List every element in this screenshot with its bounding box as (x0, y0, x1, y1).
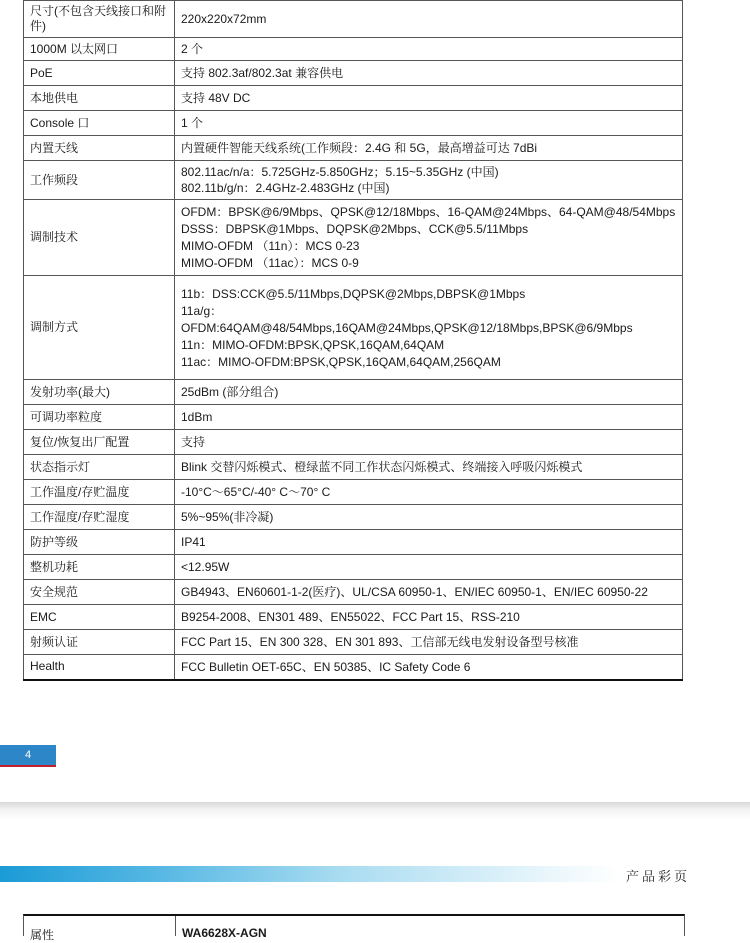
spec-value-line: 1 个 (181, 116, 204, 130)
spec-value (175, 505, 683, 530)
page-separator (0, 802, 750, 820)
spec-value-line: 支持 (181, 435, 206, 449)
spec-value-line: 1dBm (181, 410, 213, 424)
spec-key: 调制方式 (24, 276, 175, 380)
spec-value (175, 200, 683, 276)
spec-value-line: 11n：MIMO-OFDM:BPSK,QPSK,16QAM,64QAM (181, 337, 445, 352)
spec-value (175, 630, 683, 655)
table-row (24, 480, 683, 505)
spec-value-line: 11b：DSS:CCK@5.5/11Mbps,DQPSK@2Mbps,DBPSK@1Mbps (181, 286, 526, 301)
table-row (24, 405, 683, 430)
header-title: 产品彩页 (626, 869, 691, 884)
spec-key: 工作温度/存贮温度 (24, 480, 175, 505)
spec-value-line: MIMO-OFDM （11ac）：MCS 0-9 (181, 256, 359, 270)
spec-value-line: 220x220x72mm (181, 12, 267, 26)
table-row (24, 200, 683, 276)
spec-key: Console 口 (24, 111, 175, 136)
spec-value-line: IP41 (181, 535, 206, 549)
spec-value-line: FCC Bulletin OET-65C、EN 50385、IC Safety Code 6 (181, 659, 471, 674)
spec-key: 尺寸(不包含天线接口和附件) (24, 1, 175, 38)
table-value: WA6628X-AGN (182, 926, 267, 940)
spec-key: 内置天线 (24, 136, 175, 161)
spec-table (23, 0, 683, 681)
spec-value-line: 25dBm (部分组合) (181, 385, 279, 399)
table-row (24, 1, 683, 38)
spec-key: 可调功率粒度 (24, 405, 175, 430)
spec-value (175, 61, 683, 86)
spec-key: 工作频段 (24, 161, 175, 200)
table-row (24, 38, 683, 61)
spec-value-line: 支持 802.3af/802.3at 兼容供电 (181, 66, 344, 80)
table-row (24, 530, 683, 555)
spec-value-line: 802.11ac/n/a：5.725GHz-5.850GHz；5.15~5.35GHz (中国) (181, 165, 499, 179)
table-row (24, 630, 683, 655)
spec-value-line: 内置硬件智能天线系统(工作频段：2.4G 和 5G，最高增益可达 7dBi (181, 141, 538, 155)
table-row (24, 455, 683, 480)
spec-value (175, 405, 683, 430)
table-row (24, 161, 683, 200)
spec-value (175, 655, 683, 680)
spec-value-line: -10°C～65°C/-40° C～70° C (181, 485, 331, 499)
spec-value-line: GB4943、EN60601-1-2(医疗)、UL/CSA 60950-1、EN/IEC 60950-1、EN/IEC 60950-22 (181, 585, 648, 599)
table-row (24, 505, 683, 530)
spec-key: 发射功率(最大) (24, 380, 175, 405)
table-row (24, 276, 683, 380)
spec-key: 1000M 以太网口 (24, 38, 175, 61)
spec-key: Health (24, 655, 175, 680)
spec-value-line: OFDM:64QAM@48/54Mbps,16QAM@24Mbps,QPSK@12/18Mbps,BPSK@6/9Mbps (181, 320, 633, 335)
spec-value (175, 530, 683, 555)
spec-value (175, 455, 683, 480)
spec-key: 复位/恢复出厂配置 (24, 430, 175, 455)
spec-key: 工作湿度/存贮湿度 (24, 505, 175, 530)
table-row (24, 555, 683, 580)
spec-value-line: Blink 交替闪烁模式、橙绿蓝不同工作状态闪烁模式、终端接入呼吸闪烁模式 (181, 460, 583, 474)
spec-key: 整机功耗 (24, 555, 175, 580)
spec-value (175, 1, 683, 38)
table-key: 属性 (30, 928, 55, 942)
header-gradient-bar (0, 866, 620, 882)
table-row (24, 86, 683, 111)
spec-key: 调制技术 (24, 200, 175, 276)
spec-value-line: <12.95W (181, 560, 230, 574)
spec-value (175, 111, 683, 136)
table-row (24, 61, 683, 86)
page-number: 4 (0, 745, 56, 765)
spec-value-line: MIMO-OFDM （11n）：MCS 0-23 (181, 239, 360, 253)
table-row (24, 605, 683, 630)
spec-value (175, 136, 683, 161)
table-row (24, 580, 683, 605)
spec-value-line: 5%~95%(非冷凝) (181, 510, 274, 524)
spec-value (175, 276, 683, 380)
spec-key: 安全规范 (24, 580, 175, 605)
spec-value-line: DSSS：DBPSK@1Mbps、DQPSK@2Mbps、CCK@5.5/11Mbps (181, 222, 529, 236)
table-row (24, 430, 683, 455)
next-page-table (23, 914, 685, 942)
table-row (24, 380, 683, 405)
spec-value-line: 支持 48V DC (181, 91, 251, 105)
spec-value-line: 2 个 (181, 42, 204, 56)
spec-value-line: FCC Part 15、EN 300 328、EN 301 893、工信部无线电发射设备型号核准 (181, 635, 579, 649)
table-divider (175, 916, 176, 936)
spec-value (175, 480, 683, 505)
spec-value (175, 161, 683, 200)
table-row (24, 655, 683, 680)
spec-key: PoE (24, 61, 175, 86)
spec-value (175, 580, 683, 605)
spec-value (175, 38, 683, 61)
spec-key: 状态指示灯 (24, 455, 175, 480)
spec-key: 射频认证 (24, 630, 175, 655)
spec-value (175, 380, 683, 405)
table-row (24, 111, 683, 136)
spec-key: EMC (24, 605, 175, 630)
spec-value (175, 430, 683, 455)
spec-value-line: 11ac：MIMO-OFDM:BPSK,QPSK,16QAM,64QAM,256QAM (181, 354, 501, 369)
spec-value-line: B9254-2008、EN301 489、EN55022、FCC Part 15、RSS-210 (181, 610, 520, 624)
spec-value-line: 11a/g： (181, 303, 223, 318)
spec-value (175, 86, 683, 111)
spec-key: 本地供电 (24, 86, 175, 111)
table-row (24, 136, 683, 161)
spec-value-line: OFDM：BPSK@6/9Mbps、QPSK@12/18Mbps、16-QAM@24Mbps、64-QAM@48/54Mbps (181, 205, 676, 219)
spec-value (175, 555, 683, 580)
spec-key: 防护等级 (24, 530, 175, 555)
spec-value (175, 605, 683, 630)
spec-value-line: 802.11b/g/n：2.4GHz-2.483GHz (中国) (181, 181, 390, 195)
